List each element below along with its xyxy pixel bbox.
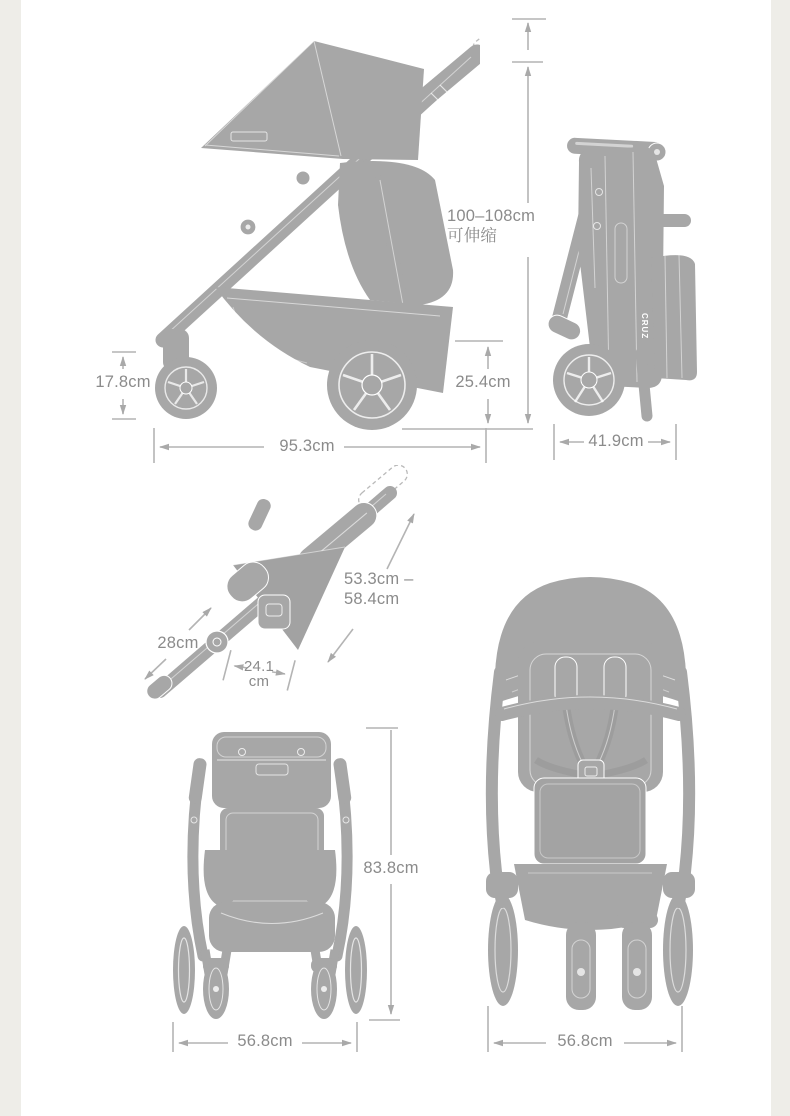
stroller-folded-view-illustration: [545, 128, 750, 428]
dim-label-overall-length: 95.3cm: [279, 437, 335, 455]
backrest-range-line2: 58.4cm: [344, 590, 400, 608]
rear-basket-box: [212, 732, 331, 808]
folded-fabric-roll: [651, 255, 697, 380]
rear-seat-back: [204, 808, 337, 906]
handle-height-note: 可伸缩: [447, 227, 498, 245]
dim-label-backrest-range: [344, 569, 413, 609]
seat-width-unit: cm: [248, 673, 270, 690]
dim-label-rear-wheel: 25.4cm: [455, 373, 511, 391]
seat-strap: [246, 496, 274, 533]
dim-label-folded-width: 41.9cm: [588, 432, 644, 450]
dim-label-seat-width: [229, 659, 289, 689]
side-rear-wheel: [327, 340, 417, 430]
folded-rear-leg: [641, 353, 647, 416]
dim-label-seat-depth: 28cm: [157, 634, 199, 652]
folded-wheel: [553, 344, 625, 416]
front-footrest: [534, 778, 646, 864]
backrest-range-line1: 53.3cm –: [344, 570, 414, 588]
dim-label-rear-width: 56.8cm: [237, 1032, 293, 1050]
side-seat-back: [338, 161, 453, 305]
brand-label-folded: CRUZ: [640, 313, 649, 340]
dim-label-rear-height: 83.8cm: [363, 859, 419, 877]
stroller-rear-view-illustration: [165, 712, 375, 1022]
dim-label-handle-height: [447, 206, 535, 246]
seat-buckle: [258, 595, 290, 629]
handle-height-value: 100–108cm: [447, 207, 536, 225]
dim-label-front-wheel: 17.8cm: [95, 373, 151, 391]
stroller-front-view-illustration: [478, 572, 703, 1017]
page-margin-right: [771, 0, 790, 1116]
seat-width-value: 24.1: [244, 658, 274, 675]
side-canopy: [201, 41, 424, 160]
side-front-wheel: [155, 329, 217, 419]
page-margin-left: [0, 0, 21, 1116]
stroller-side-view-illustration: [135, 15, 480, 440]
rear-lower-seat: [203, 902, 337, 974]
dim-label-front-width: 56.8cm: [557, 1032, 613, 1050]
